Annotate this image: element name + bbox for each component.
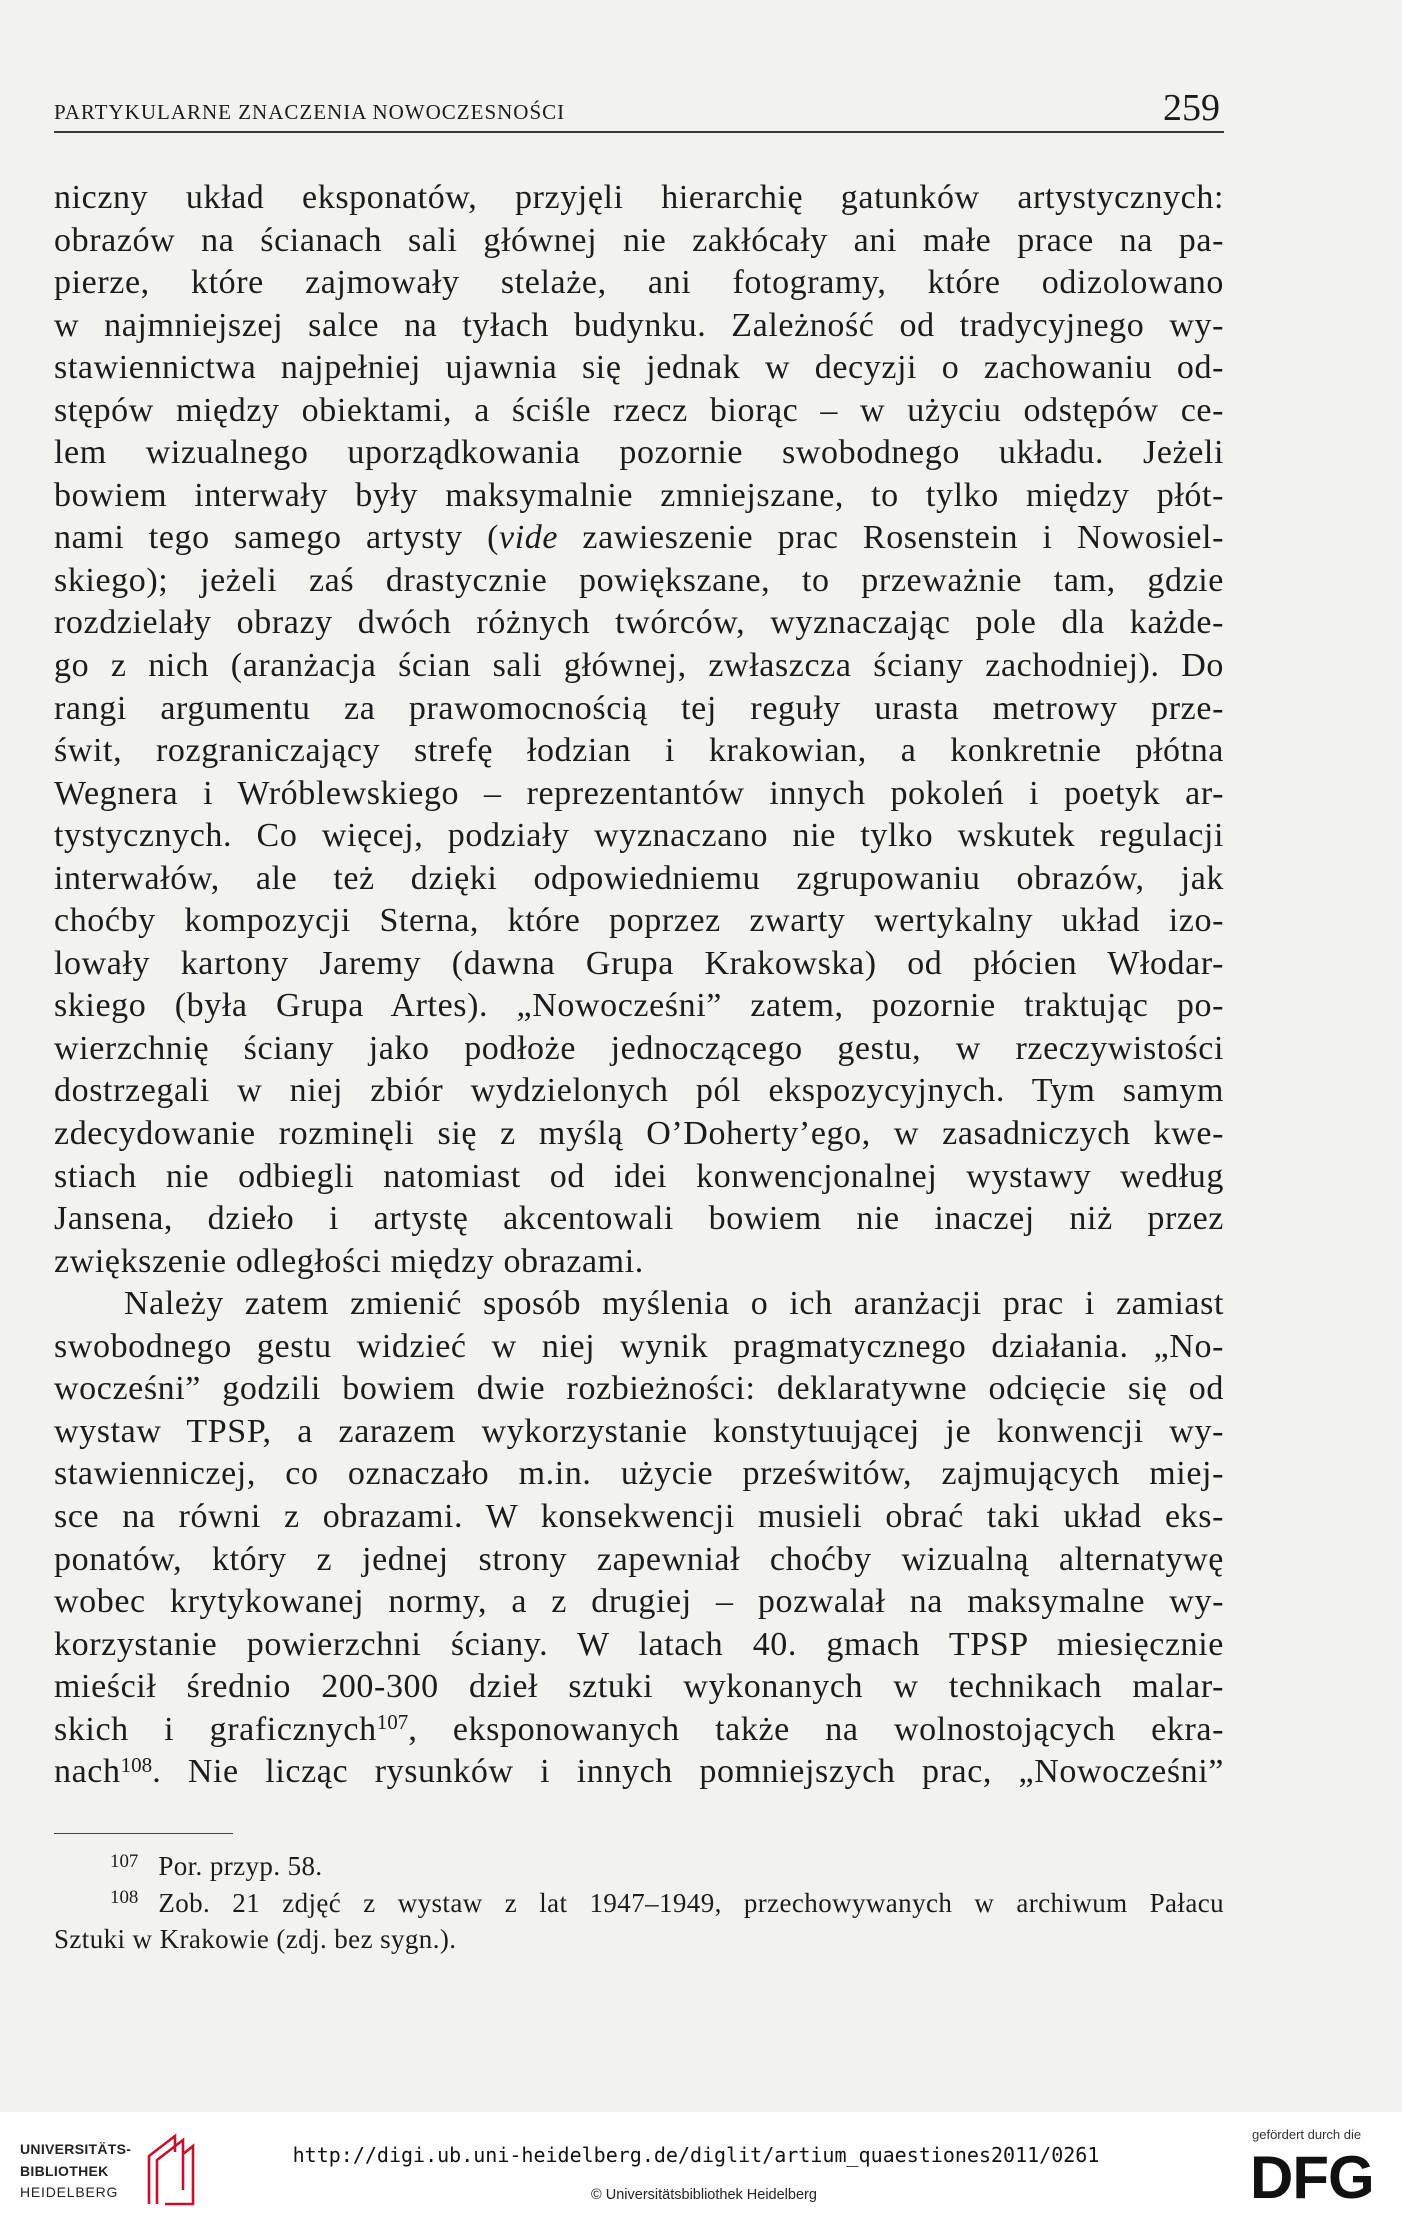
- text-line: [54, 1156, 1224, 1199]
- footnote-line: [54, 1885, 1224, 1922]
- text-line: [54, 390, 1224, 433]
- footnote: [54, 1848, 1224, 1885]
- line-text: korzystanie powierzchni ściany. W latach 40. gmach TPSP miesięcznie: [54, 1625, 1224, 1663]
- text-line: [54, 347, 1224, 390]
- text-line: [54, 645, 1224, 688]
- line-text: , eksponowanych także na wolnostojących ekra-: [408, 1710, 1224, 1748]
- text-line: [54, 220, 1224, 263]
- text-line: [54, 1496, 1224, 1539]
- line-text: choćby kompozycji Sterna, które poprzez zwarty wertykalny układ izo-: [54, 902, 1224, 940]
- footnote-reference: 108: [120, 1752, 153, 1777]
- line-text: sce na równi z obrazami. W konsekwencji musieli obrać taki układ eks-: [54, 1497, 1224, 1535]
- line-text: skich i graficznych: [54, 1710, 377, 1748]
- line-text: Wegnera i Wróblewskiego – reprezentantów innych pokoleń i poetyk ar-: [54, 774, 1224, 812]
- line-text: lem wizualnego uporządkowania pozornie swobodnego układu. Jeżeli: [54, 434, 1224, 472]
- text-line: [54, 602, 1224, 645]
- footnote-number: 108: [110, 1887, 139, 1908]
- header-rule: [54, 131, 1224, 133]
- line-text: obrazów na ścianach sali głównej nie zakłócały ani małe prace na pa-: [54, 221, 1224, 259]
- line-text: stawienniczej, co oznaczało m.in. użycie prześwitów, zajmujących miej-: [54, 1455, 1224, 1493]
- line-text: wystaw TPSP, a zarazem wykorzystanie konstytuującej je konwencji wy-: [54, 1412, 1224, 1450]
- line-text: . Nie licząc rysunków i innych pomniejszych prac, „Nowocześni”: [152, 1753, 1224, 1791]
- line-text: tystycznych. Co więcej, podziały wyznaczano nie tylko wskutek regulacji: [54, 817, 1224, 855]
- line-text: nami tego samego artysty (: [54, 519, 499, 557]
- text-line: [54, 1028, 1224, 1071]
- line-text: Jansena, dzieło i artystę akcentowali bowiem nie inaczej niż przez: [54, 1200, 1224, 1238]
- digital-library-url: http://digi.ub.uni-heidelberg.de/diglit/artium_quaestiones2011/0261: [292, 2143, 1100, 2167]
- text-line: [54, 773, 1224, 816]
- line-text: niczny układ eksponatów, przyjęli hierarchię gatunków artystycznych:: [54, 179, 1224, 216]
- funding-note: gefördert durch die: [1252, 2127, 1362, 2142]
- text-line: [54, 900, 1224, 943]
- text-line: [54, 815, 1224, 858]
- line-text: rangi argumentu za prawomocnością tej reguły urasta metrowy prze-: [54, 689, 1224, 727]
- line-text: Należy zatem zmienić sposób myślenia o ich aranżacji prac i zamiast: [124, 1285, 1224, 1323]
- line-text: stępów między obiektami, a ściśle rzecz biorąc – w użyciu odstępów ce-: [54, 391, 1224, 429]
- text-line: [54, 1368, 1224, 1411]
- footnote-line: [54, 1848, 1224, 1885]
- footnote-line: [54, 1921, 1224, 1958]
- text-line: [54, 1624, 1224, 1667]
- paragraph: [54, 1283, 1224, 1794]
- text-line: [54, 1070, 1224, 1113]
- text-line: [54, 1751, 1224, 1794]
- line-text: stiach nie odbiegli natomiast od idei konwencjonalnej wystawy według: [54, 1157, 1224, 1195]
- text-line: [54, 730, 1224, 773]
- dfg-logo: DFG: [1250, 2144, 1374, 2211]
- library-logo-icon: [146, 2132, 196, 2206]
- line-text: stawiennictwa najpełniej ujawnia się jednak w decyzji o zachowaniu od-: [54, 349, 1224, 387]
- page-number: 259: [1163, 87, 1220, 129]
- text-line: [54, 985, 1224, 1028]
- paragraph: [54, 177, 1224, 1283]
- text-line: [54, 1326, 1224, 1369]
- line-text: interwałów, ale też dzięki odpowiedniemu zgrupowaniu obrazów, jak: [54, 859, 1224, 897]
- text-line: [54, 1581, 1224, 1624]
- text-line: [54, 1453, 1224, 1496]
- text-line: [54, 1113, 1224, 1156]
- line-text: świt, rozgraniczający strefę łodzian i krakowian, a konkretnie płótna: [54, 732, 1224, 770]
- footnote-text: Sztuki w Krakowie (zdj. bez sygn.).: [54, 1924, 457, 1954]
- text-line: [54, 432, 1224, 475]
- text-line: [54, 475, 1224, 518]
- line-text: bowiem interwały były maksymalnie zmniejszane, to tylko między płót-: [54, 476, 1224, 514]
- line-text: go z nich (aranżacja ścian sali głównej, zwłaszcza ściany zachodniej). Do: [54, 647, 1224, 685]
- text-line: [54, 1241, 1224, 1284]
- line-text: wocześni” godzili bowiem dwie rozbieżności: deklaratywne odcięcie się od: [54, 1370, 1224, 1408]
- body-text: [54, 177, 1224, 1794]
- line-text: swobodnego gestu widzieć w niej wynik pragmatycznego działania. „No-: [54, 1327, 1224, 1365]
- footnote-text: Zob. 21 zdjęć z wystaw z lat 1947–1949, przechowywanych w archiwum Pałacu: [158, 1887, 1224, 1918]
- footnotes: [54, 1848, 1224, 1958]
- line-text: wobec krytykowanej normy, a z drugiej – pozwalał na maksymalne wy-: [54, 1583, 1224, 1621]
- running-title: PARTYKULARNE ZNACZENIA NOWOCZESNOŚCI: [54, 100, 566, 124]
- line-text: mieścił średnio 200-300 dzieł sztuki wykonanych w technikach malar-: [54, 1668, 1224, 1706]
- line-text: zawieszenie prac Rosenstein i Nowosiel-: [558, 519, 1224, 557]
- text-line: [54, 560, 1224, 603]
- copyright-notice: © Universitätsbibliothek Heidelberg: [591, 2187, 817, 2203]
- line-text: lowały kartony Jaremy (dawna Grupa Krakowska) od płócien Włodar-: [54, 944, 1224, 982]
- text-line: [54, 688, 1224, 731]
- text-line: [54, 1709, 1224, 1752]
- footnote-rule: [54, 1833, 233, 1834]
- text-line: [54, 517, 1224, 560]
- emphasis: vide: [499, 519, 559, 557]
- line-text: ponatów, który z jednej strony zapewniał choćby wizualną alternatywę: [54, 1540, 1224, 1578]
- footnote-text: Por. przyp. 58.: [158, 1851, 323, 1881]
- footnote-reference: 107: [376, 1710, 409, 1735]
- text-line: [54, 1539, 1224, 1582]
- line-text: skiego); jeżeli zaś drastycznie powiększane, to przeważnie tam, gdzie: [54, 561, 1224, 599]
- text-line: [54, 1666, 1224, 1709]
- line-text: w najmniejszej salce na tyłach budynku. Zależność od tradycyjnego wy-: [54, 306, 1224, 344]
- line-text: wierzchnię ściany jako podłoże jednoczącego gestu, w rzeczywistości: [54, 1029, 1224, 1067]
- line-text: skiego (była Grupa Artes). „Nowocześni” zatem, pozornie traktując po-: [54, 987, 1224, 1025]
- footer-bar: [0, 2112, 1402, 2219]
- text-line: [54, 262, 1224, 305]
- line-text: rozdzielały obrazy dwóch różnych twórców, wyznaczając pole dla każde-: [54, 604, 1224, 642]
- text-line: [54, 305, 1224, 348]
- line-text: zdecydowanie rozminęli się z myślą O’Doherty’ego, w zasadniczych kwe-: [54, 1115, 1224, 1153]
- text-line: [54, 1198, 1224, 1241]
- footnote-number: 107: [110, 1850, 139, 1872]
- text-line: [54, 177, 1224, 220]
- text-line: [54, 943, 1224, 986]
- line-text: zwiększenie odległości między obrazami.: [54, 1242, 644, 1280]
- text-line: [54, 1411, 1224, 1454]
- line-text: nach: [54, 1753, 121, 1791]
- text-line: [54, 858, 1224, 901]
- text-line: [54, 1283, 1224, 1326]
- line-text: dostrzegali w niej zbiór wydzielonych pól ekspozycyjnych. Tym samym: [54, 1072, 1224, 1110]
- line-text: pierze, które zajmowały stelaże, ani fotogramy, które odizolowano: [54, 264, 1224, 302]
- library-logo-line: UNIVERSITÄTS-: [20, 2141, 132, 2157]
- library-logo-line: BIBLIOTHEK: [20, 2162, 109, 2179]
- library-logo-line: HEIDELBERG: [20, 2184, 119, 2200]
- library-logo: [20, 2139, 131, 2204]
- footnote: [54, 1885, 1224, 1958]
